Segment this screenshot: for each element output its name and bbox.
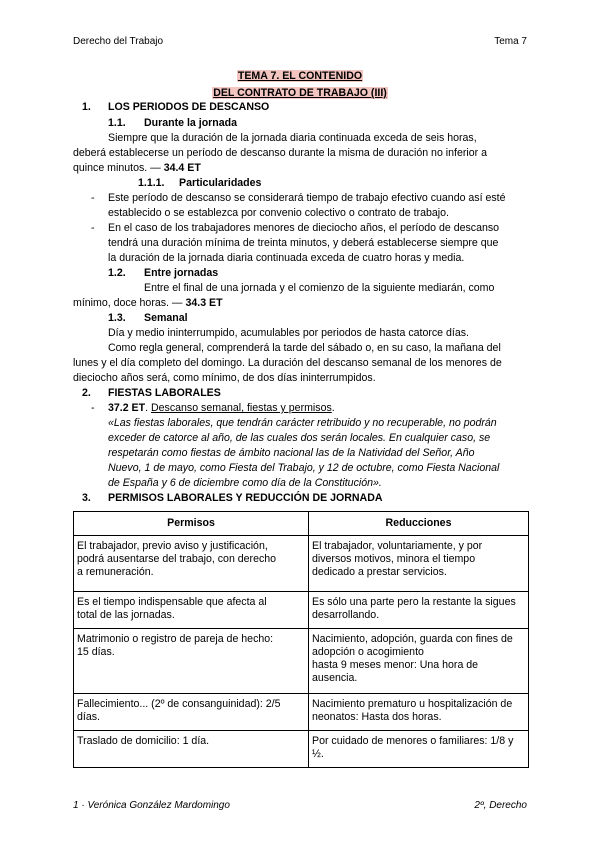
subsection-title: Particularidades [179,177,262,189]
paragraph-line: Entre el final de una jornada y el comienzo de la siguiente mediarán, como [144,282,495,294]
section-title: FIESTAS LABORALES [108,387,221,399]
paragraph-line: deberá establecerse un período de descanso durante la misma de duración no inferior a [73,147,488,159]
page-title [0,70,600,82]
law-article-title: Descanso semanal, fiestas y permisos [151,402,332,414]
quote-line: de España y 6 de diciembre como día de la Constitución». [108,477,382,489]
bullet-marker: - [91,402,95,414]
subsection-number: 1.1.1. [138,177,165,189]
quote-line: exceder de catorce al año, de las cuales dos serán locales. En cualquier caso, se [108,432,491,444]
footer-left: 1 · Verónica González Mardomingo [73,800,230,811]
title-line-1: TEMA 7. EL CONTENIDO [237,70,363,82]
section-number: 2. [82,387,91,399]
cell-line: diversos motivos, minora el tiempo [312,553,476,565]
section-title: LOS PERIODOS DE DESCANSO [108,101,270,113]
subsection-1-1-heading [108,117,237,130]
paragraph-text: mínimo, doce horas. — [73,297,183,309]
cell-line: neonatos: Hasta dos horas. [312,711,442,723]
cell-line: días. [77,711,100,723]
cell-line: total de las jornadas. [77,609,175,621]
cell-line: ausencia. [312,672,358,684]
cell-line: hasta 9 meses menor: Una hora de [312,659,479,671]
cell-line: Nacimiento prematuro u hospitalización de [312,698,513,710]
table-cell [74,731,309,768]
bullet-line: En el caso de los trabajadores menores de dieciocho años, el período de descanso [108,222,500,234]
cell-line: Traslado de domicilio: 1 día. [77,735,210,747]
cell-line: Es sólo una parte pero la restante la sigues [312,596,516,608]
paragraph-line [73,297,223,310]
cell-line: ½. [312,748,324,760]
table-cell [74,694,309,731]
cell-line: Nacimiento, adopción, guarda con fines de [312,633,513,645]
table-cell [309,629,529,694]
cell-line: podrá ausentarse del trabajo, con derecho [77,553,277,565]
cell-line: Matrimonio o registro de pareja de hecho: [77,633,274,645]
cell-line: 15 días. [77,646,115,658]
subsection-number: 1.3. [108,312,126,324]
column-header-permisos: Permisos [74,512,309,536]
quote-line: Nuevo, 1 de mayo, como Fiesta del Trabajo, y 12 de octubre, como Fiesta Nacional [108,462,500,474]
cell-line: El trabajador, previo aviso y justificación, [77,540,268,552]
table-cell [309,731,529,768]
paragraph-text: quince minutos. — [73,162,161,174]
bullet-line: establecido o se establezca por convenio colectivo o contrato de trabajo. [108,207,449,219]
subsection-number: 1.2. [108,267,126,279]
table-row [74,629,529,694]
footer-right: 2º, Derecho [474,800,527,811]
section-3-heading [82,492,383,505]
cell-line: Es el tiempo indispensable que afecta al [77,596,267,608]
subsection-title: Semanal [144,312,188,324]
quote-line: respetarán como fiestas de ámbito nacional las de la Natividad del Señor, Año [108,447,475,459]
paragraph-line: dieciocho años será, como mínimo, de dos días ininterrumpidos. [73,372,376,384]
section-2-heading [82,387,221,400]
table-cell [309,536,529,592]
table-row [74,694,529,731]
bullet-line: Este período de descanso se considerará tiempo de trabajo efectivo cuando así esté [108,192,506,204]
paragraph-line: Día y medio ininterrumpido, acumulables por periodos de hasta catorce días. [108,327,469,339]
cell-line: adopción o acogimiento [312,646,424,658]
table-header-row [74,512,529,536]
table-row [74,536,529,592]
subsection-1-2-heading [108,267,218,280]
paragraph-line [73,162,201,175]
bullet-line: tendrá una duración mínima de treinta minutos, y deberá establecerse siempre que [108,237,499,249]
law-reference: 37.2 ET [108,402,146,414]
page-subtitle [0,87,600,99]
subsection-number: 1.1. [108,117,126,129]
table-cell [74,592,309,629]
cell-line: Fallecimiento... (2º de consanguinidad): 2/5 [77,698,281,710]
section-1-heading [82,101,269,114]
subsection-1-3-heading [108,312,188,325]
table-cell [74,629,309,694]
law-citation: 37.2 ET. Descanso semanal, fiestas y permisos. [108,402,335,414]
cell-line: a remuneración. [77,566,154,578]
cell-line: dedicado a prestar servicios. [312,566,447,578]
column-header-reducciones: Reducciones [309,512,529,536]
table-row [74,592,529,629]
section-number: 3. [82,492,91,504]
law-reference: 34.4 ET [163,162,201,174]
table-cell [309,592,529,629]
quote-line: «Las fiestas laborales, que tendrán carácter retribuido y no recuperable, no podrán [108,417,497,429]
title-line-2: DEL CONTRATO DE TRABAJO (III) [213,87,387,99]
permisos-reducciones-table [73,511,529,768]
subsection-title: Durante la jornada [144,117,238,129]
subsection-1-1-1-heading [138,177,261,190]
bullet-marker: - [91,192,95,204]
paragraph-line: Siempre que la duración de la jornada diaria continuada exceda de seis horas, [108,132,477,144]
table-cell [309,694,529,731]
cell-line: Por cuidado de menores o familiares: 1/8 y [312,735,514,747]
section-title: PERMISOS LABORALES Y REDUCCIÓN DE JORNADA [108,492,383,504]
section-number: 1. [82,101,91,113]
bullet-marker: - [91,222,95,234]
subsection-title: Entre jornadas [144,267,219,279]
table-cell [74,536,309,592]
header-right: Tema 7 [494,36,527,47]
cell-line: desarrollando. [312,609,380,621]
paragraph-line: lunes y el día completo del domingo. La duración del descanso semanal de los menores de [73,357,502,369]
paragraph-line: Como regla general, comprenderá la tarde del sábado o, en su caso, la mañana del [108,342,501,354]
bullet-line: la duración de la jornada diaria continuada exceda de cuatro horas y media. [108,252,465,264]
table-row [74,731,529,768]
law-reference: 34.3 ET [185,297,223,309]
header-left: Derecho del Trabajo [73,36,164,47]
cell-line: El trabajador, voluntariamente, y por [312,540,483,552]
